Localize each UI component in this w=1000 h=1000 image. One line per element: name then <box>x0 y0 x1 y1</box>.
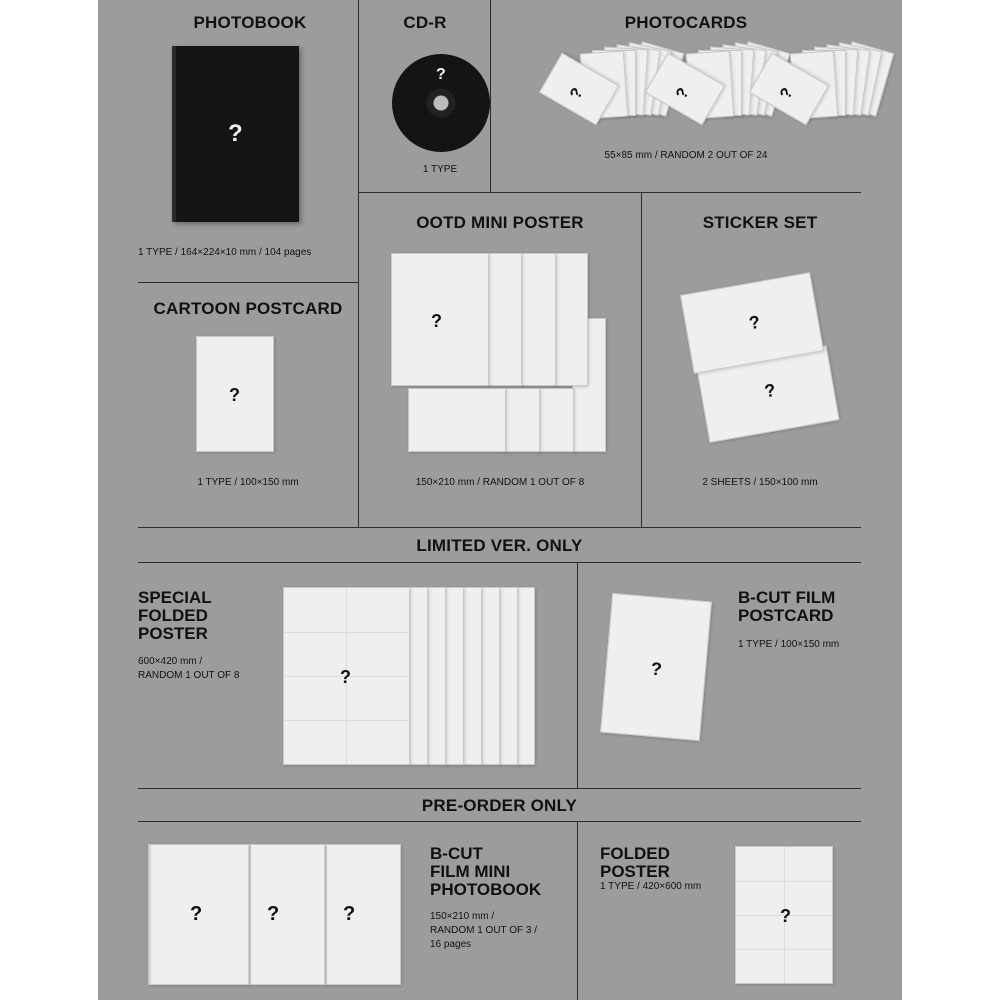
bcut-postcard-info: 1 TYPE / 100×150 mm <box>738 639 840 650</box>
divider <box>577 821 578 1000</box>
special-folded-poster-info: 600×420 mm / RANDOM 1 OUT OF 8 <box>138 656 240 681</box>
divider <box>138 282 358 283</box>
question-mark-icon: ? <box>777 85 797 103</box>
bcut-mini-photobook-info: 150×210 mm / RANDOM 1 OUT OF 3 / 16 pages <box>430 911 538 950</box>
folded-poster-info: 1 TYPE / 420×600 mm <box>600 881 702 892</box>
sticker-set-title: STICKER SET <box>702 213 818 232</box>
question-mark-icon: ? <box>431 311 442 331</box>
photobook-info: 1 TYPE / 164×224×10 mm / 104 pages <box>138 247 312 258</box>
question-mark-icon: ? <box>780 906 791 926</box>
divider <box>138 821 861 822</box>
bcut-mini-photobook-title: B-CUT FILM MINI PHOTOBOOK <box>430 844 542 899</box>
divider <box>358 192 861 193</box>
divider <box>138 788 861 789</box>
bcut-postcard-title: B-CUT FILM POSTCARD <box>738 588 836 625</box>
question-mark-icon: ? <box>436 66 446 83</box>
question-mark-icon: ? <box>340 667 351 687</box>
cartoon-postcard-info: 1 TYPE / 100×150 mm <box>197 477 299 488</box>
photobook-title: PHOTOBOOK <box>193 13 307 32</box>
photocards-title: PHOTOCARDS <box>624 13 748 32</box>
divider <box>138 562 861 563</box>
ootd-poster-title: OOTD MINI POSTER <box>416 213 584 232</box>
question-mark-icon: ? <box>229 385 240 405</box>
question-mark-icon: ? <box>343 903 356 925</box>
components-sheet <box>98 0 902 1000</box>
question-mark-icon: ? <box>190 903 203 925</box>
question-mark-icon: ? <box>649 658 663 680</box>
photobook-image <box>172 46 299 222</box>
divider <box>358 282 359 527</box>
question-mark-icon: ? <box>228 120 243 147</box>
question-mark-icon: ? <box>747 311 762 334</box>
question-mark-icon: ? <box>673 85 693 103</box>
divider <box>358 0 359 282</box>
question-mark-icon: ? <box>762 379 778 402</box>
question-mark-icon: ? <box>567 85 587 103</box>
divider <box>138 527 861 528</box>
cartoon-postcard-title: CARTOON POSTCARD <box>153 299 343 318</box>
folded-poster-title: FOLDED POSTER <box>600 844 670 881</box>
sticker-set-info: 2 SHEETS / 150×100 mm <box>702 477 818 488</box>
cartoon-postcard-image <box>196 336 274 452</box>
cd-disc-image <box>392 54 490 152</box>
ootd-poster-info: 150×210 mm / RANDOM 1 OUT OF 8 <box>415 477 585 488</box>
bcut-postcard-image <box>600 593 712 741</box>
limited-heading: LIMITED VER. ONLY <box>416 536 583 555</box>
special-folded-poster-title: SPECIAL FOLDED POSTER <box>138 588 212 643</box>
cdr-title: CD-R <box>403 13 447 32</box>
question-mark-icon: ? <box>267 903 280 925</box>
preorder-heading: PRE-ORDER ONLY <box>421 796 578 815</box>
photocards-info: 55×85 mm / RANDOM 2 OUT OF 24 <box>604 150 768 161</box>
cdr-info: 1 TYPE <box>422 164 458 175</box>
folded-poster-image <box>735 846 833 984</box>
divider <box>577 562 578 788</box>
